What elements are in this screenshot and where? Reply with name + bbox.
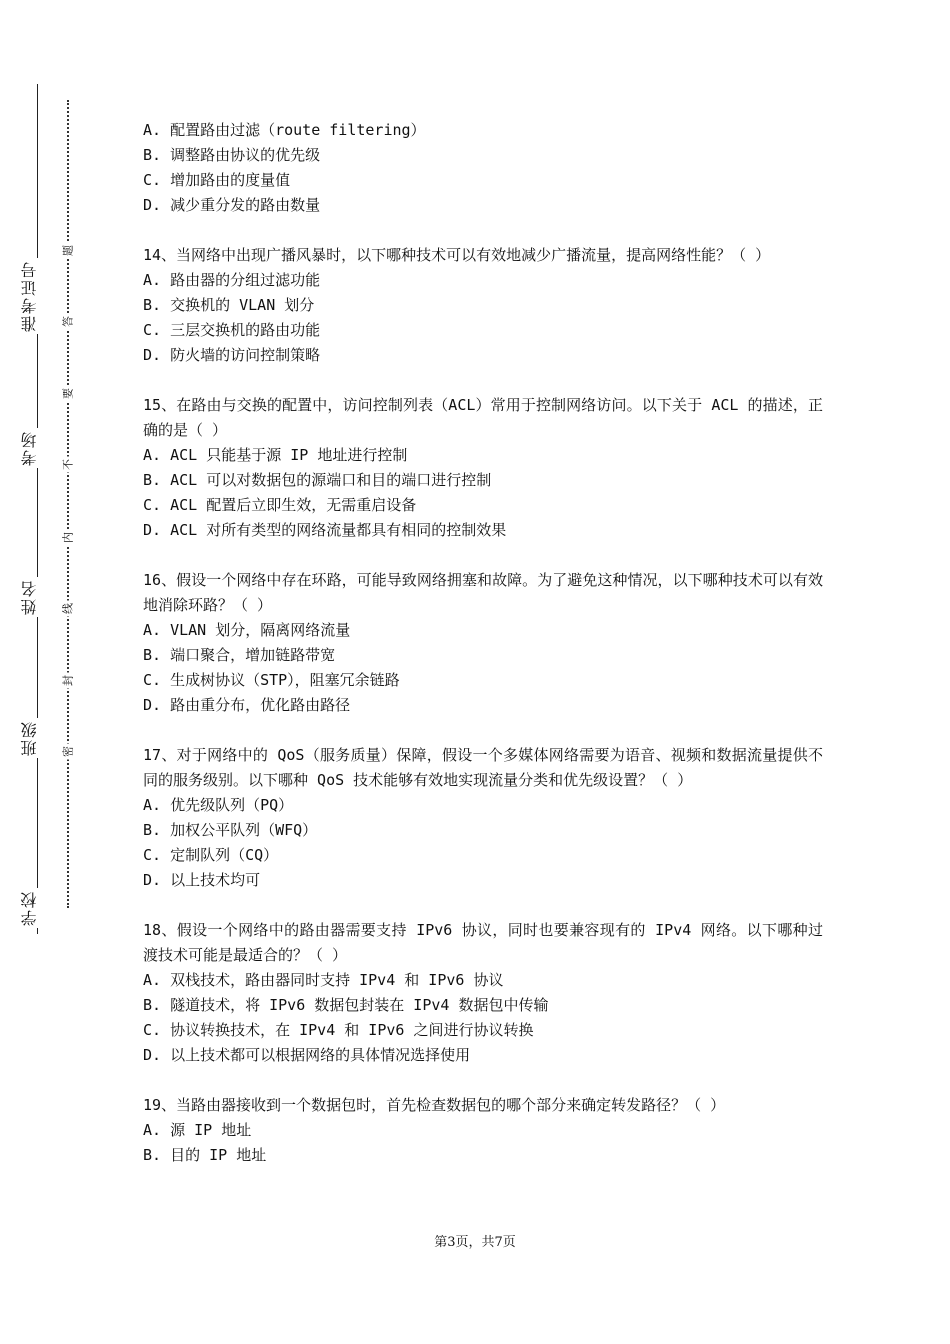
question-16 <box>143 568 823 718</box>
option-d: D. 路由重分布，优化路由路径 <box>143 696 351 714</box>
field-school: 学校 <box>22 888 52 928</box>
option-d: D. 以上技术都可以根据网络的具体情况选择使用 <box>143 1046 471 1064</box>
question-stem: 19、当路由器接收到一个数据包时，首先检查数据包的哪个部分来确定转发路径？（ ） <box>143 1096 726 1114</box>
field-name: 姓名 <box>22 577 52 617</box>
option-c: C. 协议转换技术，在 IPv4 和 IPv6 之间进行协议转换 <box>143 1021 534 1039</box>
page-number-footer: 第3页，共7页 <box>434 1235 516 1250</box>
option-d: D. 减少重分发的路由数量 <box>143 196 321 214</box>
option-b: B. 端口聚合，增加链路带宽 <box>143 646 336 664</box>
option-b: B. 目的 IP 地址 <box>143 1146 267 1164</box>
option-c: C. 生成树协议（STP），阻塞冗余链路 <box>143 671 400 689</box>
option-a: A. VLAN 划分，隔离网络流量 <box>143 621 351 639</box>
option-d: D. ACL 对所有类型的网络流量都具有相同的控制效果 <box>143 521 507 539</box>
option-d: D. 防火墙的访问控制策略 <box>143 346 321 364</box>
option-b: B. 加权公平队列（WFQ） <box>143 821 318 839</box>
option-b: B. 交换机的 VLAN 划分 <box>143 296 315 314</box>
option-d: D. 以上技术均可 <box>143 871 261 889</box>
question-stem: 16、假设一个网络中存在环路，可能导致网络拥塞和故障。为了避免这种情况，以下哪种技术可以有效地消除环路？（ ） <box>143 571 823 614</box>
seal-char: 封 <box>61 673 76 689</box>
seal-char: 题 <box>61 243 76 259</box>
question-18 <box>143 918 823 1068</box>
question-13-continued <box>143 118 823 218</box>
binding-margin <box>0 0 110 1344</box>
seal-char: 要 <box>61 386 76 402</box>
field-exam-number: 准考证号 <box>22 258 52 334</box>
seal-char: 不 <box>61 457 76 473</box>
option-b: B. 隧道技术，将 IPv6 数据包封装在 IPv4 数据包中传输 <box>143 996 549 1014</box>
option-b: B. ACL 可以对数据包的源端口和目的端口进行控制 <box>143 471 492 489</box>
option-c: C. 三层交换机的路由功能 <box>143 321 321 339</box>
option-a: A. ACL 只能基于源 IP 地址进行控制 <box>143 446 408 464</box>
seal-char: 线 <box>61 601 76 617</box>
option-a: A. 配置路由过滤（route filtering） <box>143 121 426 139</box>
question-stem: 15、在路由与交换的配置中，访问控制列表（ACL）常用于控制网络访问。以下关于 ACL 的描述，正确的是（ ） <box>143 396 823 439</box>
seal-char: 密 <box>61 744 76 760</box>
option-c: C. ACL 配置后立即生效，无需重启设备 <box>143 496 417 514</box>
option-a: A. 源 IP 地址 <box>143 1121 252 1139</box>
question-list <box>143 118 823 1193</box>
option-c: C. 定制队列（CQ） <box>143 846 279 864</box>
seal-char: 答 <box>61 314 76 330</box>
question-17 <box>143 743 823 893</box>
seal-char: 内 <box>61 530 76 546</box>
binding-solid-line <box>37 84 38 934</box>
question-stem: 17、对于网络中的 QoS（服务质量）保障，假设一个多媒体网络需要为语音、视频和数据流量提供不同的服务级别。以下哪种 QoS 技术能够有效地实现流量分类和优先级设置？（ ） <box>143 746 823 789</box>
option-b: B. 调整路由协议的优先级 <box>143 146 321 164</box>
option-c: C. 增加路由的度量值 <box>143 171 291 189</box>
question-19 <box>143 1093 823 1168</box>
seal-dotted-line <box>67 100 69 908</box>
question-15 <box>143 393 823 543</box>
question-stem: 14、当网络中出现广播风暴时，以下哪种技术可以有效地减少广播流量，提高网络性能？（ ） <box>143 246 771 264</box>
field-class: 班级 <box>22 718 52 758</box>
option-a: A. 双栈技术，路由器同时支持 IPv4 和 IPv6 协议 <box>143 971 504 989</box>
field-exam-room: 考场 <box>22 428 52 468</box>
option-a: A. 路由器的分组过滤功能 <box>143 271 321 289</box>
question-14 <box>143 243 823 368</box>
question-stem: 18、假设一个网络中的路由器需要支持 IPv6 协议，同时也要兼容现有的 IPv4 网络。以下哪种过渡技术可能是最适合的？（ ） <box>143 921 823 964</box>
option-a: A. 优先级队列（PQ） <box>143 796 294 814</box>
